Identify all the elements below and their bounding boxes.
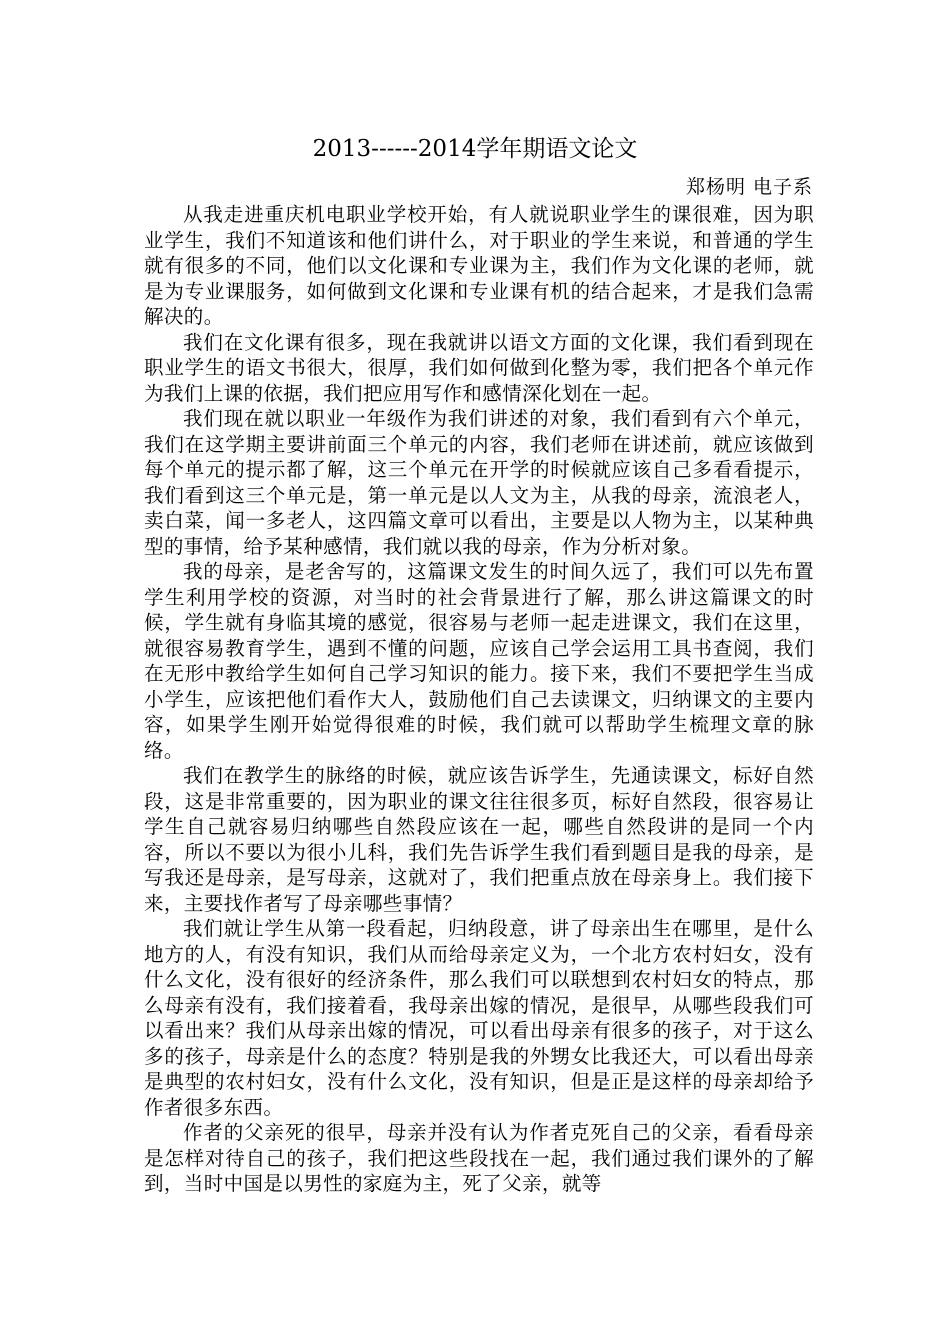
paragraph: 从我走进重庆机电职业学校开始，有人就说职业学生的课很难，因为职业学生，我们不知道该和他们讲什么，对于职业的学生来说，和普通的学生就有很多的不同，他们以文化课和专业课为主，我们作为文化课的老师，就是为专业课服务，如何做到文化课和专业课有机的结合起来，才是我们急需解决的。 <box>144 203 814 328</box>
paragraph: 作者的父亲死的很早，母亲并没有认为作者克死自己的父亲，看看母亲是怎样对待自己的孩子，我们把这些段找在一起，我们通过我们课外的了解到，当时中国是以男性的家庭为主，死了父亲，就等 <box>144 1121 814 1195</box>
paragraph: 我们在教学生的脉络的时候，就应该告诉学生，先通读课文，标好自然段，这是非常重要的，因为职业的课文往往很多页，标好自然段，很容易让学生自己就容易归纳哪些自然段应该在一起，哪些自然段讲的是同一个内容，所以不要以为很小儿科，我们先告诉学生我们看到题目是我的母亲，是写我还是母亲，是写母亲，这就对了，我们把重点放在母亲身上。我们接下来，主要找作者写了母亲哪些事情？ <box>144 764 814 915</box>
paragraph: 我们现在就以职业一年级作为我们讲述的对象，我们看到有六个单元，我们在这学期主要讲前面三个单元的内容，我们老师在讲述前，就应该做到每个单元的提示都了解，这三个单元在开学的时候就应该自己多看看提示，我们看到这三个单元是，第一单元是以人文为主，从我的母亲，流浪老人，卖白菜，闻一多老人，这四篇文章可以看出，主要是以人物为主，以某种典型的事情，给予某种感情，我们就以我的母亲，作为分析对象。 <box>144 407 814 558</box>
author-line: 郑杨明 电子系 <box>685 176 813 198</box>
paragraph: 我们在文化课有很多，现在我就讲以语文方面的文化课，我们看到现在职业学生的语文书很大，很厚，我们如何做到化整为零，我们把各个单元作为我们上课的依据，我们把应用写作和感情深化划在一起。 <box>144 330 814 405</box>
document-title: 2013------2014学年期语文论文 <box>312 136 638 162</box>
paragraph: 我的母亲，是老舍写的，这篇课文发生的时间久远了，我们可以先布置学生利用学校的资源，对当时的社会背景进行了解，那么讲这篇课文的时候，学生就有身临其境的感觉，很容易与老师一起走进课文，我们在这里，就很容易教育学生，遇到不懂的问题，应该自己学会运用工具书查阅，我们在无形中教给学生如何自己学习知识的能力。接下来，我们不要把学生当成小学生，应该把他们看作大人，鼓励他们自己去读课文，归纳课文的主要内容，如果学生刚开始觉得很难的时候，我们就可以帮助学生梳理文章的脉络。 <box>144 560 814 762</box>
document-body <box>144 202 814 1197</box>
paragraph: 我们就让学生从第一段看起，归纳段意，讲了母亲出生在哪里，是什么地方的人，有没有知识，我们从而给母亲定义为，一个北方农村妇女，没有什么文化，没有很好的经济条件，那么我们可以联想到农村妇女的特点，那么母亲有没有，我们接着看，我母亲出嫁的情况，是很早，从哪些段我们可以看出来？我们从母亲出嫁的情况，可以看出母亲有很多的孩子，对于这么多的孩子，母亲是什么的态度？特别是我的外甥女比我还大，可以看出母亲是典型的农村妇女，没有什么文化，没有知识，但是正是这样的母亲却给予作者很多东西。 <box>144 917 814 1119</box>
